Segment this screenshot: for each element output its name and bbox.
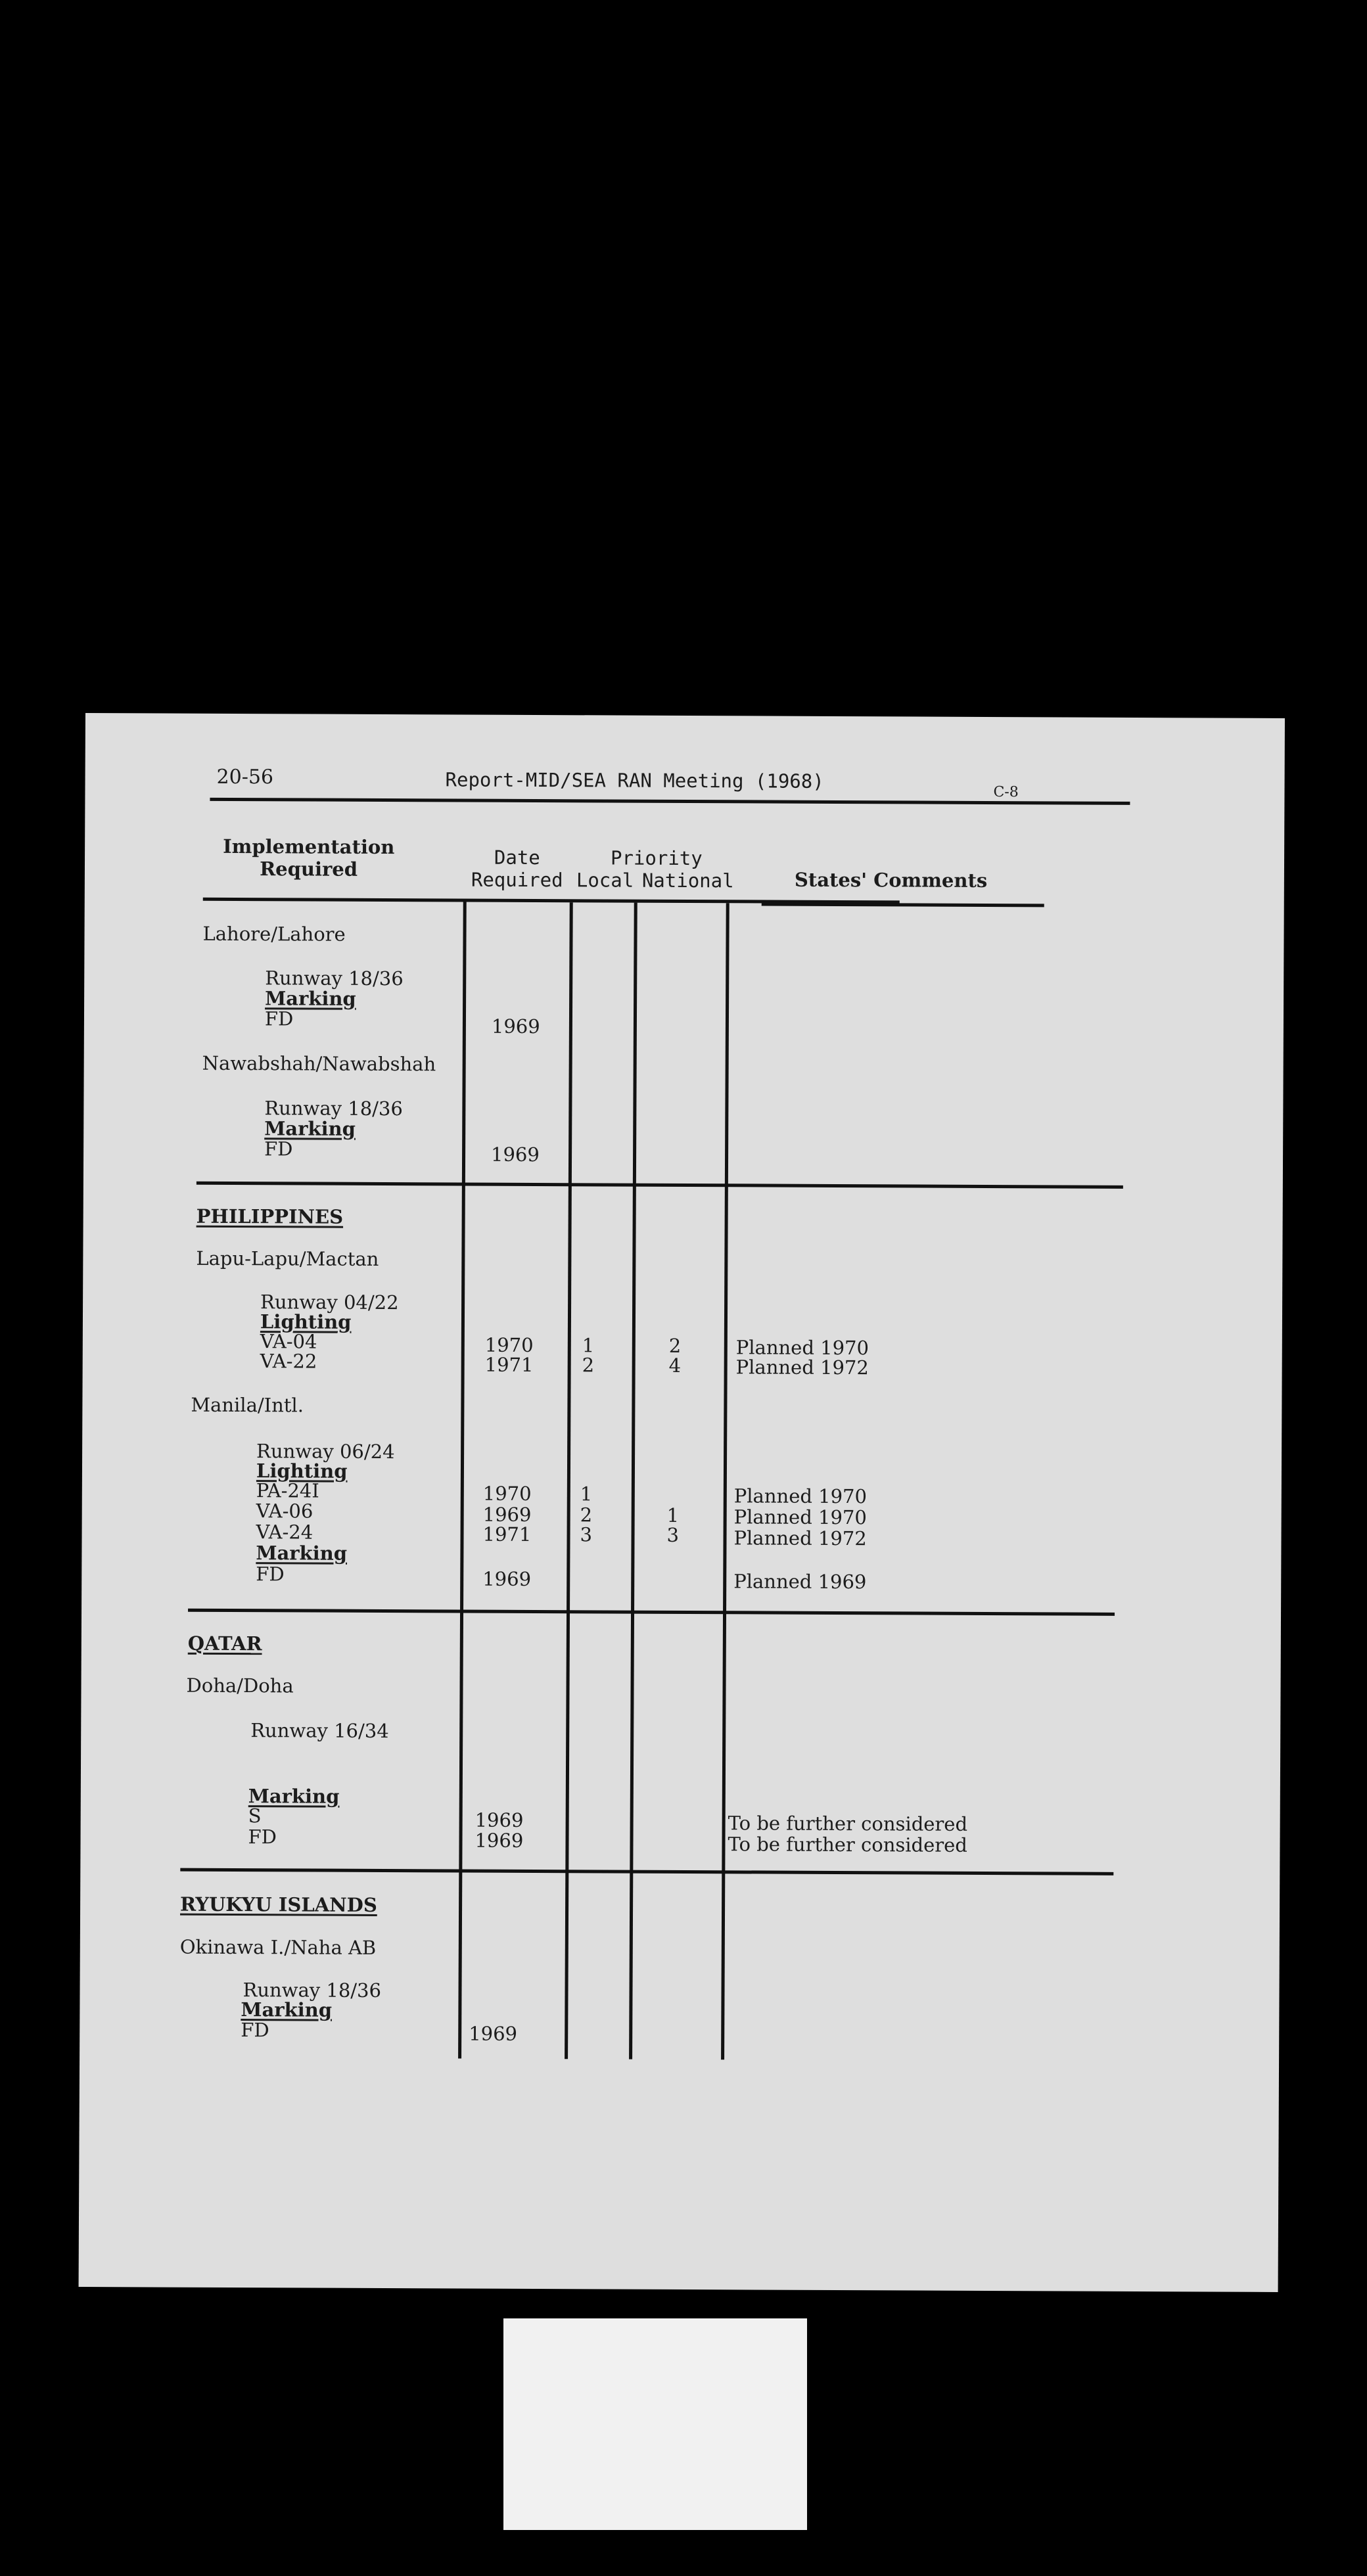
manila-lighting: Lighting (256, 1460, 348, 1483)
lapu-row-national: 2 (668, 1334, 682, 1357)
col-comments-header: States' Comments (794, 868, 988, 892)
nawabshah-marking: Marking (264, 1117, 356, 1140)
manila-row-local: 2 (580, 1504, 593, 1527)
airport-okinawa: Okinawa I./Naha AB (179, 1935, 377, 1959)
manila-row-comment: Planned 1970 (733, 1506, 867, 1529)
airport-doha: Doha/Doha (186, 1674, 294, 1697)
lapu-row-local: 2 (582, 1354, 595, 1377)
lapu-row-item: VA-04 (260, 1330, 317, 1353)
airport-manila: Manila/Intl. (191, 1393, 304, 1417)
doha-row-item: S (248, 1805, 262, 1828)
section-rule-1 (197, 1182, 1123, 1189)
doha-row-comment: To be further considered (728, 1833, 967, 1856)
country-qatar: QATAR (187, 1632, 262, 1655)
lahore-marking: Marking (265, 987, 356, 1010)
manila-fd: FD (256, 1563, 285, 1586)
lapu-lighting: Lighting (260, 1310, 352, 1333)
rule-date-right (565, 902, 573, 2059)
doha-row-comment: To be further considered (728, 1812, 968, 1835)
okinawa-marking: Marking (241, 1998, 333, 2021)
manila-row-item: PA-24I (256, 1479, 319, 1502)
document-page (79, 713, 1285, 2292)
lahore-runway: Runway 18/36 (265, 967, 404, 990)
page-title: Report-MID/SEA RAN Meeting (1968) (445, 768, 824, 793)
lapu-row-national: 4 (668, 1354, 682, 1377)
rule-local-right (629, 903, 637, 2059)
header-rule (210, 798, 1130, 805)
rule-national-right (721, 903, 730, 2059)
manila-fd-date: 1969 (482, 1567, 532, 1590)
section-rule-2 (188, 1609, 1115, 1616)
lahore-fd-date: 1969 (491, 1015, 540, 1038)
lapu-row-comment: Planned 1972 (735, 1356, 869, 1379)
nawabshah-runway: Runway 18/36 (264, 1097, 403, 1120)
blank-card (503, 2318, 807, 2530)
lapu-row-date: 1971 (484, 1353, 534, 1376)
okinawa-runway: Runway 18/36 (243, 1979, 382, 2002)
manila-row-comment: Planned 1972 (733, 1527, 867, 1550)
manila-row-date: 1970 (482, 1482, 532, 1505)
section-rule-3 (180, 1868, 1113, 1875)
lapu-row-local: 1 (582, 1334, 595, 1357)
page-number: 20-56 (216, 765, 274, 789)
manila-row-date: 1969 (482, 1503, 532, 1526)
lapu-row-item: VA-22 (260, 1350, 317, 1373)
col-national-header: National (641, 869, 734, 892)
okinawa-fd-date: 1969 (469, 2022, 518, 2045)
col-local-header: Local (576, 869, 634, 892)
lahore-fd: FD (264, 1007, 294, 1030)
doha-row-item: FD (248, 1826, 277, 1849)
rule-date-left (458, 902, 467, 2059)
manila-marking: Marking (256, 1542, 348, 1565)
airport-nawabshah: Nawabshah/Nawabshah (202, 1051, 436, 1076)
country-ryukyu-islands: RYUKYU ISLANDS (180, 1893, 377, 1916)
manila-row-local: 1 (580, 1483, 593, 1506)
manila-row-date: 1971 (482, 1523, 532, 1546)
airport-lapu-lapu: Lapu-Lapu/Mactan (196, 1247, 379, 1270)
lapu-row-comment: Planned 1970 (735, 1336, 869, 1360)
nawabshah-fd-date: 1969 (491, 1143, 540, 1166)
lapu-row-date: 1970 (484, 1333, 534, 1356)
col-priority-header: Priority (610, 846, 703, 870)
okinawa-fd: FD (241, 2019, 269, 2042)
manila-row-comment: Planned 1970 (733, 1484, 868, 1508)
manila-row-item: VA-06 (256, 1500, 313, 1523)
col-implementation-header: Implementation Required (223, 835, 395, 881)
nawabshah-fd: FD (264, 1138, 293, 1161)
col-date-header: Date Required (471, 846, 563, 892)
manila-row-local: 3 (580, 1523, 593, 1546)
manila-runway: Runway 06/24 (256, 1440, 395, 1463)
manila-row-national: 3 (666, 1523, 680, 1546)
header-underline-right (762, 902, 1044, 907)
doha-row-date: 1969 (475, 1829, 524, 1852)
page-mark: C-8 (993, 784, 1019, 801)
airport-lahore: Lahore/Lahore (202, 922, 346, 946)
manila-row-item: VA-24 (256, 1521, 313, 1544)
doha-row-date: 1969 (475, 1808, 524, 1831)
country-philippines: PHILIPPINES (196, 1205, 344, 1228)
manila-fd-comment: Planned 1969 (733, 1570, 867, 1594)
lapu-runway: Runway 04/22 (260, 1291, 399, 1314)
manila-row-national: 1 (666, 1504, 680, 1527)
doha-runway: Runway 16/34 (250, 1719, 389, 1743)
doha-marking: Marking (248, 1785, 340, 1808)
